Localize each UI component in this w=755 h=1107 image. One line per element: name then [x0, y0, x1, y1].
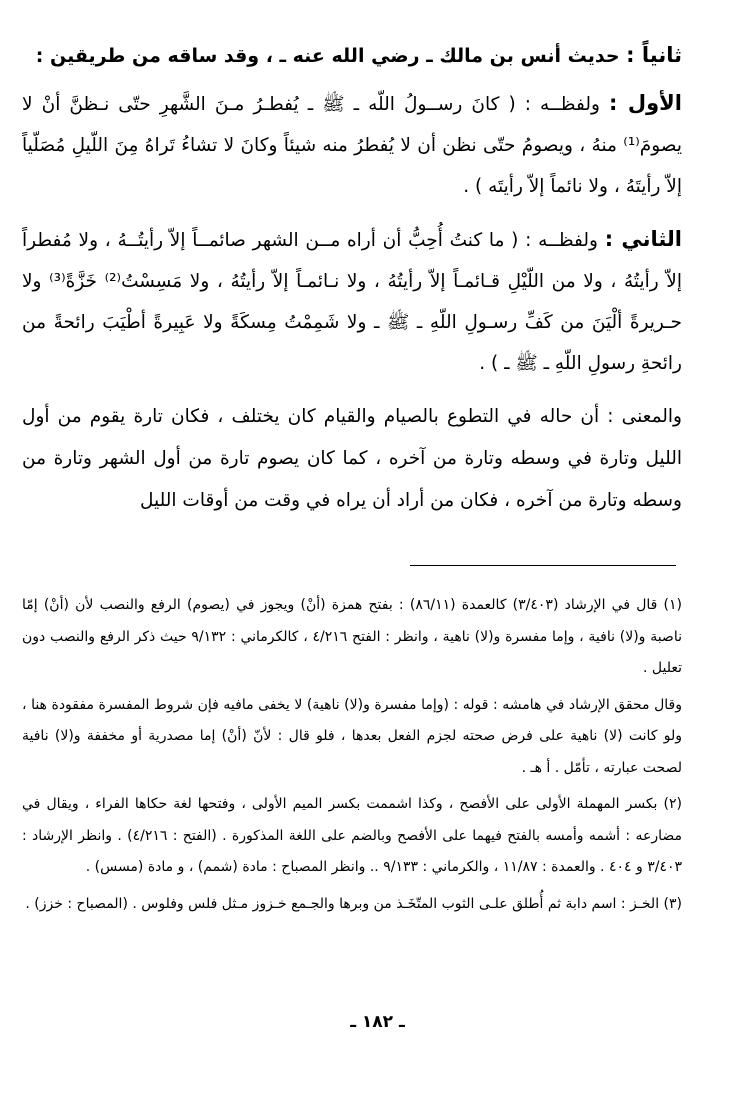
footnote-1-note: وقال محقق الإرشاد في هامشه : قوله : (وإما مفسرة و(لا) ناهية) لا يخفى مافيه فإن شروط المفسرة مفقودة هنا ، ولو كانت (لا) ناهية على فرض صحته لجزم الفعل بعدها ، فلو قال : لأنّ (أنْ) إما مصدرية أو مخففة و(لا) نافية لصحت عبارته ، تأمّل . أ هـ . [22, 696, 682, 776]
heading-text: حديث أنس بن مالك ـ رضي الله عنه ـ ، وقد ساقه من طريقين : [35, 45, 620, 67]
footnote-3: (٣) الخـز : اسم دابة ثم أُطلق علـى الثوب المتّخَـذ من وبرها والجـمع خـزوز مـثل فلس وفلوس . (المصباح : خزز) . [25, 895, 682, 912]
section-heading [22, 40, 682, 71]
footnote-2: (٢) بكسر المهملة الأولى على الأفصح ، وكذا اشممت بكسر الميم الأولى ، وفتحها لغة حكاها الفراء ، ويقال في مضارعه : أشمه وأمسه بالفتح فيهما على الأفصح وبالضم على اللغة المذكورة . (الفتح : ٤/٢١٦) . وانظر الإرشاد : ٣/٤٠٣ و ٤٠٤ . والعمدة : ١١/٨٧ ، والكرماني : ٩/١٣٣ .. وانظر المصباح : مادة (شمم) ، و مادة (مسس) . [22, 796, 682, 875]
footnote-separator [410, 565, 676, 566]
footnotes [22, 590, 682, 925]
meaning-paragraph: والمعنى : أن حاله في التطوع بالصيام والقيام كان يختلف ، فكان تارة يقوم من أول الليل وتارة في وسطه وتارة من آخره ، كما كان يصوم تارة من أول الشهر وتارة من وسطه وتارة من آخره ، فكان من أراد أن يراه في وقت من أوقات الليل [22, 406, 682, 511]
heading-label: ثانياً : [626, 43, 682, 67]
second-narration [22, 219, 682, 384]
first-text: ولفظــه : ( كانَ رســولُ اللّه ـ ﷺ ـ يُفطـرُ مـنَ الشَّهرِ حتّى نـظنَّ أنْ لا يصومَ⁽¹⁾ منهُ ، ويصومُ حتّى نظن أن لا يُفطرُ منه شيئاً وكانَ لا تشاءُ تَراهُ مِنَ اللّيلِ مُصَلّياً إلاّ رأيتَهُ ، ولا نائماً إلاّ رأيتَه ) . [22, 94, 682, 197]
first-label: الأول : [608, 91, 682, 115]
second-label: الثاني : [604, 227, 682, 251]
second-text: ولفظــه : ( ما كنتُ أُحِبُّ أن أراه مــن الشهر صائمــاً إلاّ رأيتُــهُ ، ولا مُفطراً إلاّ رأيتُهُ ، ولا من اللّيْلِ قـائمـاً إلاّ رأيتُهُ ، ولا نـائمـاً إلاّ رأيتُهُ ، ولا مَسِسْتُ⁽²⁾ خَزَّةً⁽³⁾ ولا حـريرةً ألْيَنَ من كَفِّ رسـولِ اللّهِ ـ ﷺ ـ ولا شَمِمْتُ مِسكَةً ولا عَبِيرةً أطْيَبَ رائحةً من رائحةِ رسولِ اللّهِ ـ ﷺ ـ ) . [22, 230, 682, 374]
footnote-1: (١) قال في الإرشاد (٣/٤٠٣) كالعمدة (٨٦/١١) : بفتح همزة (أنْ) ويجوز في (يصوم) الرفع والنصب لأن (أنْ) إمّا ناصبة و(لا) نافية ، وإما مفسرة و(لا) ناهية ، وانظر : الفتح ٤/٢١٦ ، كالكرماني : ٩/١٣٢ حيث ذكر الرفع والنصب دون تعليل . [22, 597, 682, 676]
first-narration [22, 83, 682, 207]
main-text [22, 40, 682, 541]
page-number: ـ ١٨٢ ـ [350, 1012, 405, 1032]
